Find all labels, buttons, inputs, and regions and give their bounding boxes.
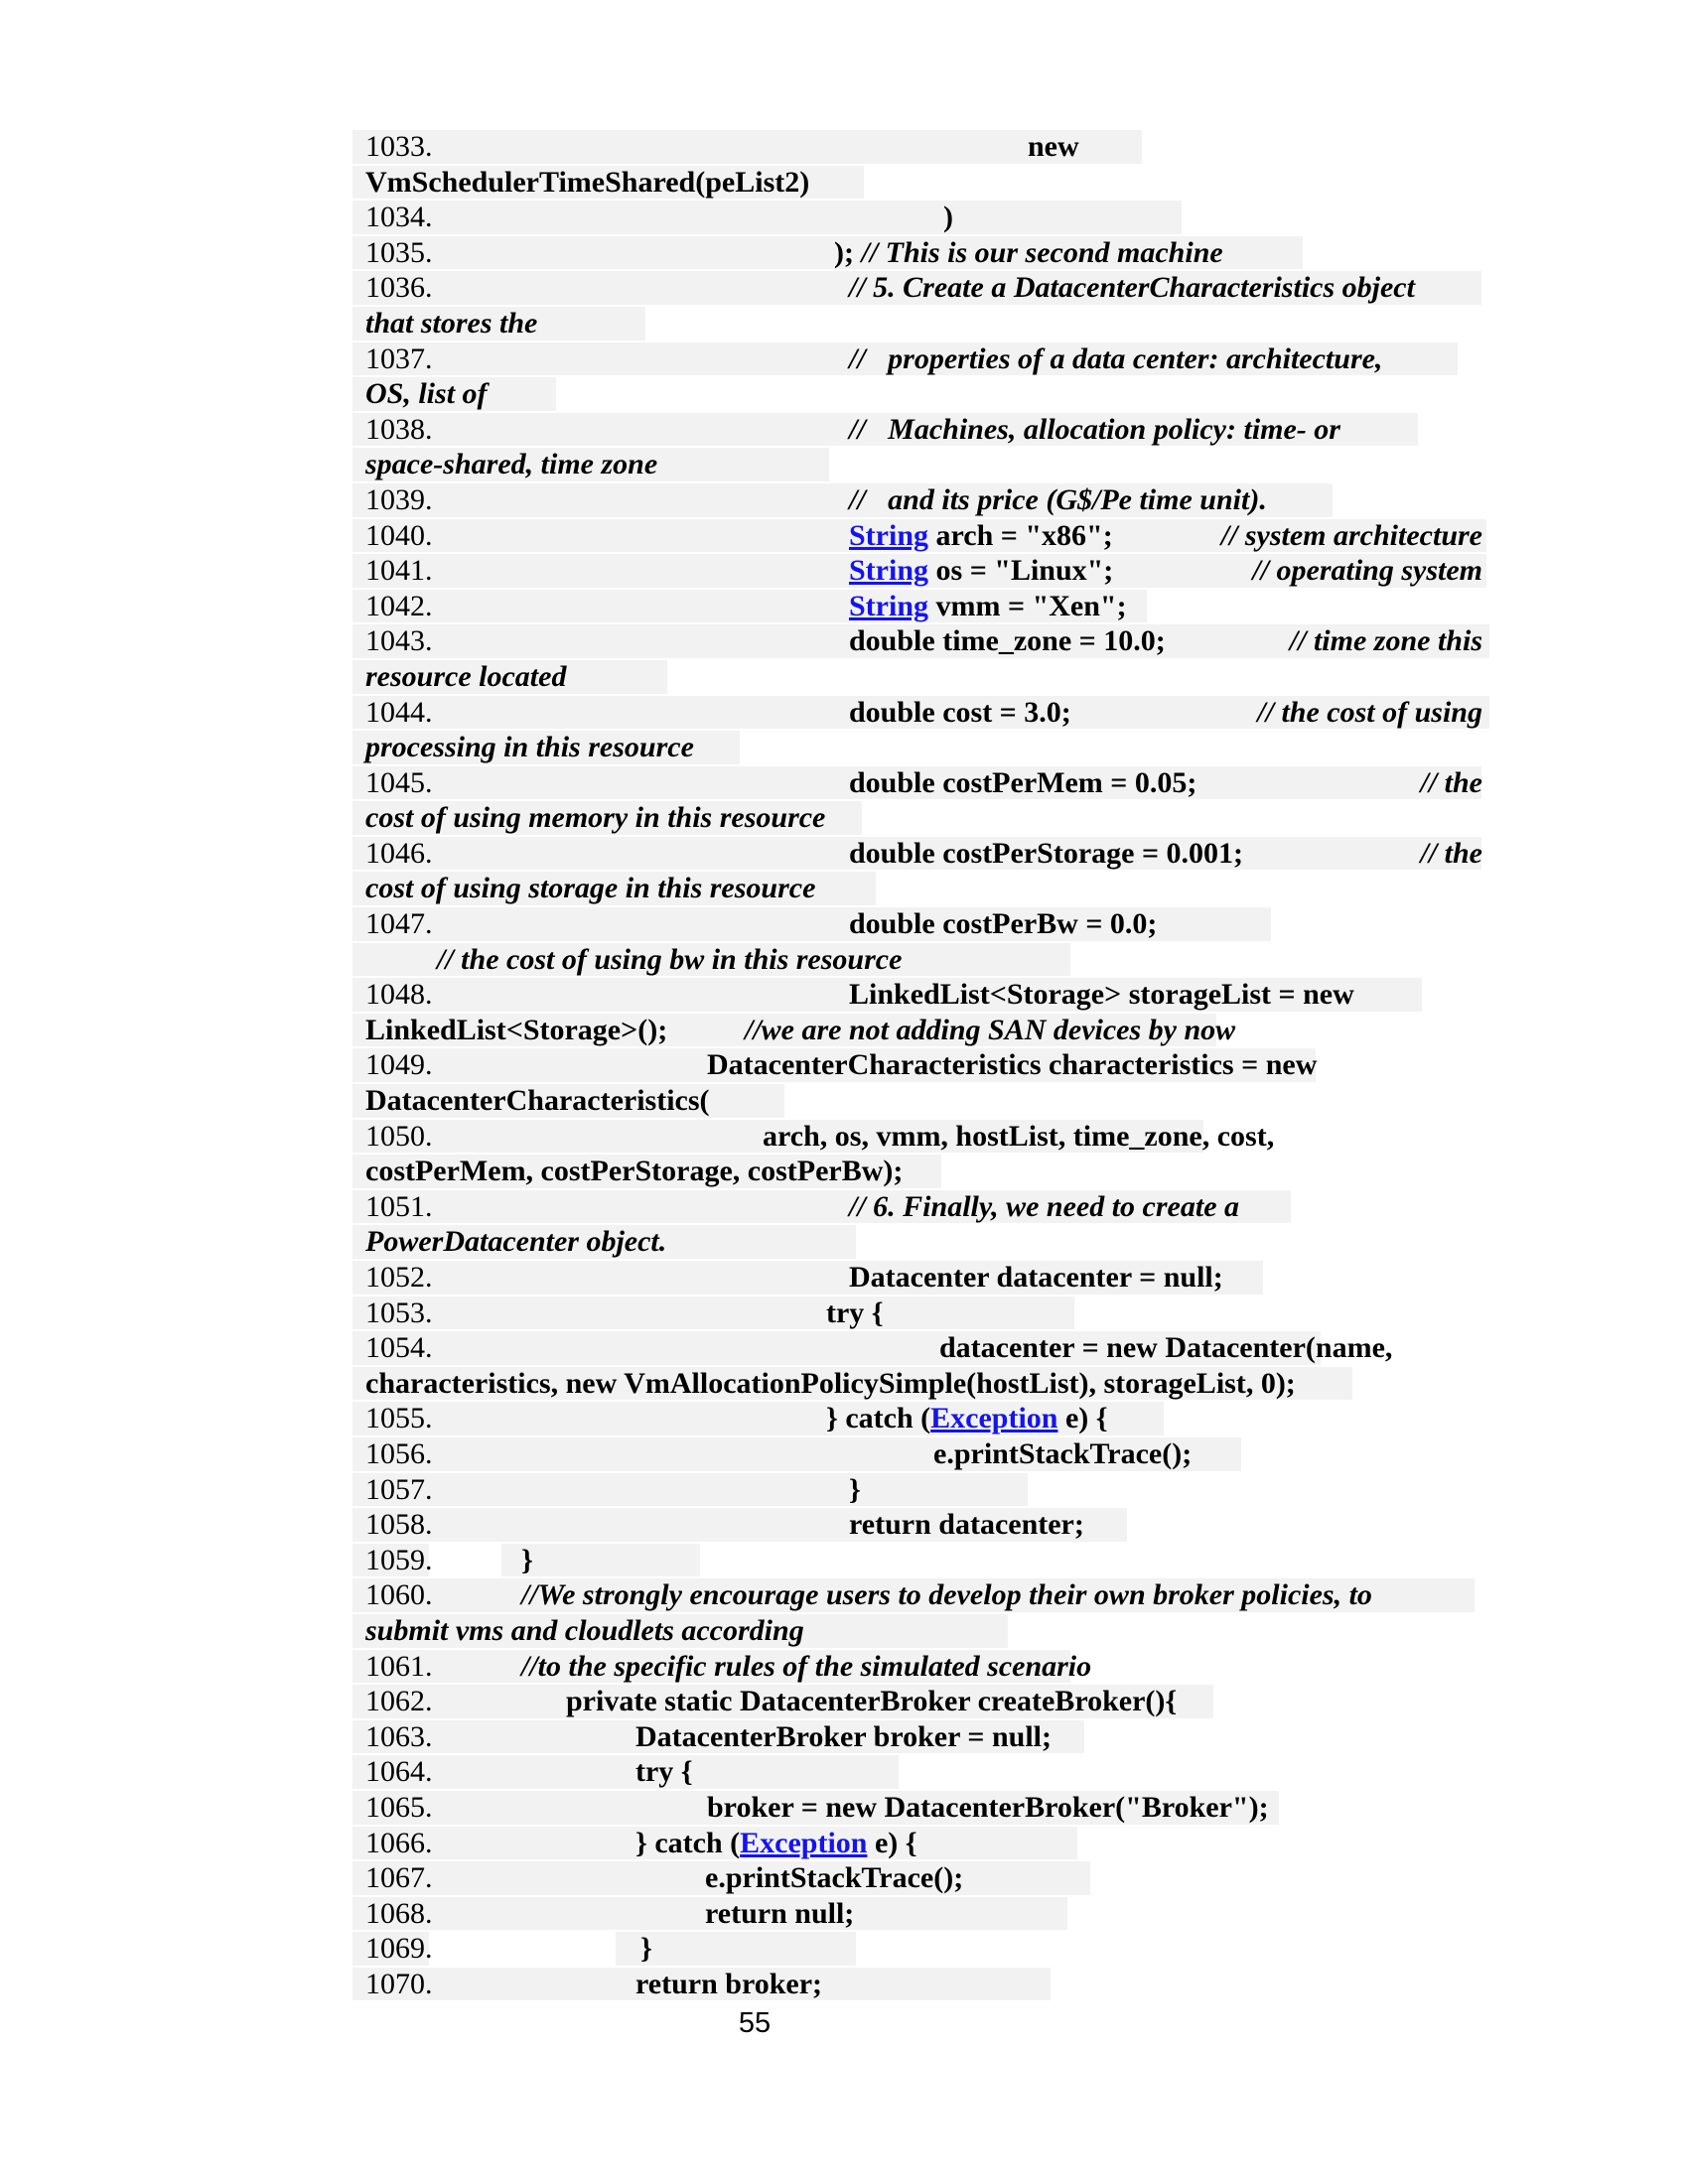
comment-text: // This is our second machine <box>861 235 1223 269</box>
code-line <box>0 518 1688 554</box>
code-segment <box>849 906 1157 942</box>
code-line <box>0 1896 1688 1932</box>
code-segment <box>849 482 1267 518</box>
code-text: ); <box>834 235 862 269</box>
code-segment <box>437 942 902 978</box>
code-line <box>0 1366 1688 1402</box>
line-number: 1043. <box>365 624 433 658</box>
comment-text: //we are not adding SAN devices by now <box>745 1013 1236 1046</box>
code-text: Datacenter datacenter = null; <box>849 1261 1223 1294</box>
code-text: os = "Linux"; <box>928 554 1114 588</box>
code-text: e) { <box>1057 1402 1108 1435</box>
code-segment <box>849 836 1243 872</box>
code-segment <box>707 1047 1317 1083</box>
javadoc-hyperlink[interactable]: Exception <box>740 1826 868 1859</box>
line-number: 1062. <box>365 1685 433 1718</box>
code-text: try { <box>635 1755 693 1789</box>
code-segment <box>849 1189 1239 1225</box>
code-line <box>0 1260 1688 1296</box>
code-line <box>0 1543 1688 1578</box>
code-segment <box>705 1896 854 1932</box>
code-text: costPerMem, costPerStorage, costPerBw); <box>365 1155 904 1188</box>
line-number: 1063. <box>365 1719 433 1753</box>
code-line <box>0 765 1688 801</box>
code-text: return datacenter; <box>849 1508 1084 1542</box>
code-segment <box>1290 623 1482 659</box>
code-segment <box>763 1119 1274 1155</box>
code-segment <box>1221 518 1482 554</box>
code-segment <box>705 1860 963 1896</box>
code-segment <box>834 235 1223 271</box>
code-line <box>0 1472 1688 1508</box>
code-line <box>0 235 1688 271</box>
code-text: e.printStackTrace(); <box>933 1436 1193 1470</box>
line-number: 1070. <box>365 1967 433 2000</box>
line-number: 1052. <box>365 1261 433 1294</box>
code-line <box>0 977 1688 1013</box>
code-segment <box>566 1684 1177 1719</box>
code-text: double time_zone = 10.0; <box>849 624 1166 658</box>
line-number: 1055. <box>365 1402 433 1435</box>
code-segment <box>365 1224 666 1260</box>
code-segment <box>1252 553 1482 589</box>
code-line <box>0 1436 1688 1472</box>
code-text: private static DatacenterBroker createBroker(){ <box>566 1685 1178 1718</box>
code-segment <box>849 270 1415 306</box>
line-number: 1048. <box>365 978 433 1012</box>
code-segment <box>640 1931 652 1967</box>
code-text: LinkedList<Storage>(); <box>365 1013 668 1046</box>
code-text: broker = new DatacenterBroker("Broker"); <box>707 1790 1269 1824</box>
code-segment <box>635 1826 917 1861</box>
line-number: 1066. <box>365 1826 433 1859</box>
code-line <box>0 553 1688 589</box>
line-number: 1051. <box>365 1189 433 1223</box>
code-segment <box>826 1401 1108 1436</box>
javadoc-hyperlink[interactable]: String <box>849 518 929 552</box>
javadoc-hyperlink[interactable]: Exception <box>930 1402 1058 1435</box>
code-line <box>0 836 1688 872</box>
code-text: return null; <box>705 1896 855 1930</box>
code-segment <box>365 1366 1296 1402</box>
code-segment <box>635 1967 822 2002</box>
comment-text: submit vms and cloudlets according <box>365 1613 804 1647</box>
code-line <box>0 200 1688 235</box>
comment-text: // 6. Finally, we need to create a <box>849 1189 1240 1223</box>
code-text: } <box>849 1472 861 1506</box>
line-number: 1067. <box>365 1861 433 1895</box>
code-text: double cost = 3.0; <box>849 695 1071 729</box>
comment-text: // 5. Create a DatacenterCharacteristics object <box>849 271 1415 305</box>
line-number: 1046. <box>365 836 433 870</box>
line-number: 1045. <box>365 765 433 799</box>
code-line <box>0 1154 1688 1189</box>
code-text: double costPerStorage = 0.001; <box>849 836 1244 870</box>
code-segment <box>365 1613 804 1649</box>
code-line <box>0 1013 1688 1048</box>
code-line <box>0 695 1688 731</box>
code-segment <box>365 659 566 695</box>
comment-text: // properties of a data center: architecture, <box>849 341 1383 375</box>
comment-text: space-shared, time zone <box>365 448 658 481</box>
code-segment <box>635 1754 693 1790</box>
code-segment <box>849 518 1113 554</box>
code-line <box>0 871 1688 906</box>
code-text: new <box>1028 130 1079 163</box>
code-segment <box>365 800 825 836</box>
code-listing <box>0 129 1688 2001</box>
comment-text: // the <box>1420 765 1482 799</box>
line-number: 1041. <box>365 554 433 588</box>
code-line <box>0 129 1688 165</box>
code-segment <box>849 695 1071 731</box>
code-segment <box>849 1472 861 1508</box>
code-text: e) { <box>867 1826 917 1859</box>
code-line <box>0 589 1688 624</box>
code-segment <box>1028 129 1079 165</box>
comment-text: processing in this resource <box>365 731 694 764</box>
line-number: 1049. <box>365 1048 433 1082</box>
code-line <box>0 412 1688 448</box>
code-line <box>0 1296 1688 1331</box>
code-segment <box>849 977 1354 1013</box>
comment-text: //to the specific rules of the simulated scenario <box>521 1649 1092 1683</box>
code-text: } <box>640 1932 652 1966</box>
comment-text: resource located <box>365 659 567 693</box>
line-number: 1060. <box>365 1578 433 1612</box>
line-number: 1033. <box>365 130 433 163</box>
code-segment <box>849 589 1127 624</box>
code-text: } catch ( <box>826 1402 931 1435</box>
code-text: DatacenterCharacteristics( <box>365 1084 710 1118</box>
code-line <box>0 1860 1688 1896</box>
code-line <box>0 1649 1688 1685</box>
code-line <box>0 447 1688 482</box>
line-number: 1040. <box>365 518 433 552</box>
line-number: 1037. <box>365 341 433 375</box>
code-line <box>0 1967 1688 2002</box>
line-number: 1035. <box>365 235 433 269</box>
code-text: vmm = "Xen"; <box>928 589 1127 622</box>
line-number: 1054. <box>365 1331 433 1365</box>
code-line <box>0 270 1688 306</box>
code-text: try { <box>826 1296 884 1329</box>
page-number: 55 <box>738 2007 772 2039</box>
code-segment <box>365 165 809 201</box>
code-line <box>0 1826 1688 1861</box>
code-segment <box>826 1296 884 1331</box>
highlight-band <box>352 201 1182 234</box>
code-segment <box>1257 695 1482 731</box>
line-number: 1042. <box>365 589 433 622</box>
comment-text: cost of using memory in this resource <box>365 801 826 835</box>
line-number: 1039. <box>365 482 433 516</box>
code-text: arch = "x86"; <box>928 518 1113 552</box>
code-line <box>0 1401 1688 1436</box>
code-text: ) <box>943 201 953 234</box>
code-line <box>0 1790 1688 1826</box>
code-line <box>0 1083 1688 1119</box>
line-number: 1044. <box>365 695 433 729</box>
code-segment <box>521 1543 533 1578</box>
comment-text: // Machines, allocation policy: time- or <box>849 412 1340 446</box>
code-segment <box>365 1154 903 1189</box>
code-segment <box>745 1013 1235 1048</box>
comment-text: // operating system <box>1252 554 1482 588</box>
code-text: } catch ( <box>635 1826 741 1859</box>
highlight-band <box>352 130 1142 164</box>
line-number: 1057. <box>365 1472 433 1506</box>
code-segment <box>1420 836 1482 872</box>
code-segment <box>365 306 537 341</box>
highlight-band <box>352 1755 899 1789</box>
comment-text: //We strongly encourage users to develop their own broker policies, to <box>521 1578 1372 1612</box>
code-segment <box>365 447 657 482</box>
comment-text: // the <box>1420 836 1482 870</box>
comment-text: cost of using storage in this resource <box>365 872 816 905</box>
code-line <box>0 1684 1688 1719</box>
code-segment <box>635 1719 1052 1755</box>
code-segment <box>365 376 488 412</box>
code-line <box>0 341 1688 377</box>
code-segment <box>849 412 1340 448</box>
code-segment <box>849 341 1382 377</box>
code-text: double costPerMem = 0.05; <box>849 765 1197 799</box>
code-line <box>0 1507 1688 1543</box>
highlight-band <box>352 1297 1074 1330</box>
line-number: 1038. <box>365 412 433 446</box>
code-line <box>0 800 1688 836</box>
code-text: arch, os, vmm, hostList, time_zone, cost, <box>763 1119 1275 1153</box>
code-line <box>0 482 1688 518</box>
code-line <box>0 659 1688 695</box>
code-line <box>0 730 1688 765</box>
code-segment <box>707 1790 1269 1826</box>
code-line <box>0 1189 1688 1225</box>
code-segment <box>849 765 1196 801</box>
line-number: 1053. <box>365 1296 433 1329</box>
code-line <box>0 1931 1688 1967</box>
highlight-band <box>352 1473 1028 1507</box>
code-text: datacenter = new Datacenter(name, <box>939 1331 1393 1365</box>
code-line <box>0 1330 1688 1366</box>
code-segment <box>933 1436 1192 1472</box>
code-segment <box>365 1013 667 1048</box>
line-number: 1069. <box>365 1932 433 1966</box>
comment-text: // the cost of using bw in this resource <box>437 942 903 976</box>
line-number: 1058. <box>365 1508 433 1542</box>
javadoc-hyperlink[interactable]: String <box>849 589 929 622</box>
line-number: 1065. <box>365 1790 433 1824</box>
code-segment <box>521 1649 1091 1685</box>
code-line <box>0 1719 1688 1755</box>
comment-text: PowerDatacenter object. <box>365 1225 667 1259</box>
code-line <box>0 1224 1688 1260</box>
code-segment <box>849 1507 1084 1543</box>
line-number: 1059. <box>365 1543 433 1576</box>
code-text: DatacenterBroker broker = null; <box>635 1719 1053 1753</box>
code-text: e.printStackTrace(); <box>705 1861 964 1895</box>
code-line <box>0 165 1688 201</box>
code-text: } <box>521 1543 533 1576</box>
code-text: characteristics, new VmAllocationPolicySimple(hostList), storageList, 0); <box>365 1366 1296 1400</box>
code-line <box>0 623 1688 659</box>
comment-text: // and its price (G$/Pe time unit). <box>849 482 1267 516</box>
code-segment <box>365 1083 710 1119</box>
comment-text: // time zone this <box>1289 624 1482 658</box>
code-segment <box>943 200 953 235</box>
code-segment <box>365 871 815 906</box>
line-number: 1034. <box>365 201 433 234</box>
code-segment <box>849 623 1166 659</box>
code-line <box>0 1754 1688 1790</box>
line-number: 1064. <box>365 1755 433 1789</box>
line-number: 1068. <box>365 1896 433 1930</box>
javadoc-hyperlink[interactable]: String <box>849 554 929 588</box>
line-number: 1050. <box>365 1119 433 1153</box>
code-line <box>0 906 1688 942</box>
comment-text: // system architecture <box>1220 518 1482 552</box>
code-line <box>0 1577 1688 1613</box>
line-number: 1061. <box>365 1649 433 1683</box>
code-segment <box>849 1260 1223 1296</box>
line-number: 1047. <box>365 907 433 941</box>
code-line <box>0 376 1688 412</box>
code-line <box>0 942 1688 978</box>
code-text: LinkedList<Storage> storageList = new <box>849 978 1354 1012</box>
code-text: return broker; <box>635 1967 823 2000</box>
code-segment <box>521 1577 1372 1613</box>
code-text: VmSchedulerTimeShared(peList2) <box>365 165 810 199</box>
code-line <box>0 1047 1688 1083</box>
comment-text: that stores the <box>365 306 538 340</box>
code-line <box>0 1119 1688 1155</box>
code-segment <box>365 730 694 765</box>
code-text: double costPerBw = 0.0; <box>849 907 1158 941</box>
code-text: DatacenterCharacteristics characteristics = new <box>707 1048 1318 1082</box>
code-line <box>0 306 1688 341</box>
code-segment <box>1420 765 1482 801</box>
line-number: 1056. <box>365 1436 433 1470</box>
line-number: 1036. <box>365 271 433 305</box>
comment-text: OS, list of <box>365 377 488 411</box>
code-segment <box>849 553 1113 589</box>
code-segment <box>939 1330 1392 1366</box>
comment-text: // the cost of using <box>1257 695 1482 729</box>
code-line <box>0 1613 1688 1649</box>
